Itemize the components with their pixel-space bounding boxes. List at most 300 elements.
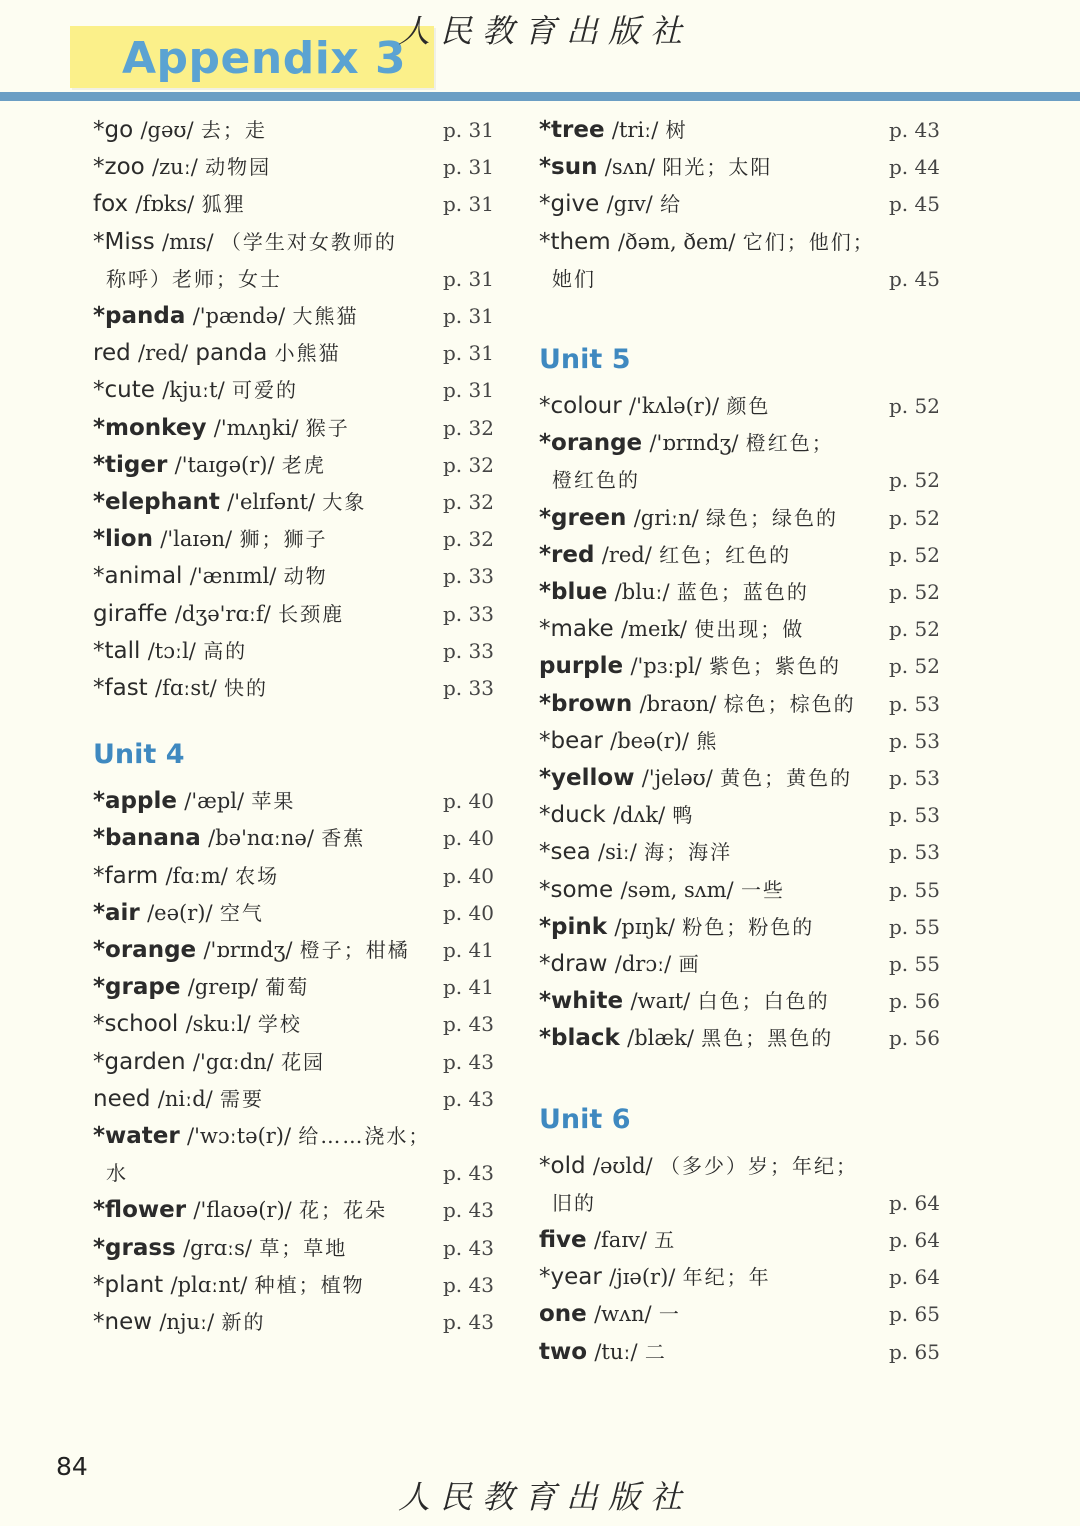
entry-phonetic: /plɑːnt/: [170, 1272, 248, 1297]
vocab-entry: [93, 1118, 513, 1155]
entry-meaning: 草；草地: [259, 1235, 348, 1260]
entry-page-ref: p. 33: [443, 564, 494, 589]
entry-word: *colour: [539, 393, 622, 420]
vocab-entry: [539, 946, 959, 983]
entry-page-ref: p. 43: [443, 1198, 494, 1223]
entry-page-ref: p. 31: [443, 341, 494, 366]
entry-phonetic: /niːd/: [157, 1086, 213, 1111]
entry-meaning: 鸭: [672, 803, 695, 828]
entry-word: *some: [539, 876, 614, 903]
entry-word: *bear: [539, 727, 603, 754]
entry-meaning: 蓝色；蓝色的: [676, 580, 809, 605]
entry-meaning: 使出现；做: [694, 617, 805, 642]
entry-phonetic: /blæk/: [627, 1026, 694, 1051]
entry-meaning: 猴子: [305, 415, 350, 440]
vocab-entry: [539, 388, 959, 425]
entry-word: *Miss: [93, 228, 155, 255]
entry-word: *water: [93, 1123, 180, 1150]
entry-page-ref: p. 43: [443, 1161, 494, 1186]
vocab-entry: [93, 484, 513, 521]
entry-meaning: 花园: [281, 1049, 326, 1074]
entry-page-ref: p. 41: [443, 938, 494, 963]
entry-word: *monkey: [93, 414, 207, 441]
vocab-entry: [93, 633, 513, 670]
vocab-entry: [93, 820, 513, 857]
entry-word: *black: [539, 1025, 620, 1052]
entry-phonetic: /'elɪfənt/: [227, 490, 316, 515]
entry-phonetic: /waɪt/: [630, 989, 691, 1014]
entry-word: two: [539, 1338, 588, 1365]
entry-phonetic: /greɪp/: [187, 975, 258, 1000]
entry-phonetic: /zuː/: [152, 155, 198, 180]
entry-meaning: 老虎: [281, 452, 326, 477]
vocab-entry: [539, 983, 959, 1020]
entry-phonetic: /drɔː/: [614, 952, 672, 977]
entry-meaning: 粉色；粉色的: [682, 914, 815, 939]
vocab-entry: [539, 760, 959, 797]
entry-word: *green: [539, 504, 627, 531]
entry-phonetic: /'ænɪml/: [189, 564, 277, 589]
entry-meaning: 花；花朵: [299, 1198, 388, 1223]
vocab-entry: [93, 670, 513, 707]
entry-word: *tiger: [93, 451, 168, 478]
vocab-entry: [539, 1334, 959, 1371]
entry-meaning: 一: [658, 1302, 681, 1327]
entry-phonetic: /jɪə(r)/: [609, 1265, 676, 1290]
entry-phonetic: /red/: [138, 341, 189, 366]
vocab-entry: [93, 895, 513, 932]
entry-meaning: 海；海洋: [644, 840, 733, 865]
vocab-entry: [93, 558, 513, 595]
entry-meaning: 去；走: [200, 118, 267, 142]
entry-phonetic: /bluː/: [614, 580, 670, 605]
entry-phonetic: /bə'nɑːnə/: [208, 826, 314, 851]
entry-page-ref: p. 32: [443, 490, 494, 515]
entry-meaning: 葡萄: [265, 975, 310, 1000]
entry-page-ref: p. 43: [443, 1049, 494, 1074]
entry-word: *flower: [93, 1197, 187, 1224]
entry-meaning: 棕色；棕色的: [723, 691, 856, 716]
entry-word: *orange: [93, 937, 197, 964]
entry-word: need: [93, 1085, 151, 1112]
entry-phonetic: /'gɑːdn/: [192, 1049, 274, 1074]
vocab-entry: [539, 149, 959, 186]
entry-phonetic: /njuː/: [159, 1310, 215, 1335]
entry-word: *grape: [93, 974, 181, 1001]
entry-word: *give: [539, 191, 600, 218]
vocab-entry: [93, 1044, 513, 1081]
entry-page-ref: p. 52: [889, 617, 940, 642]
entry-page-ref: p. 52: [889, 580, 940, 605]
vocab-entry: [539, 112, 959, 149]
entry-phonetic: /dʌk/: [612, 803, 666, 828]
entry-word: *animal: [93, 563, 183, 590]
vocab-entry: [539, 648, 959, 685]
entry-page-ref: p. 64: [889, 1228, 940, 1253]
entry-meaning: 五: [654, 1228, 677, 1253]
entry-meaning: 给……浇水；: [298, 1124, 431, 1149]
vocab-entry: [539, 872, 959, 909]
entry-meaning: 快的: [224, 676, 268, 701]
entry-word: *tree: [539, 117, 605, 143]
right-column: [539, 112, 959, 1371]
vocab-entry: [539, 1296, 959, 1333]
vocab-entry: [539, 500, 959, 537]
entry-extra-word: panda: [195, 340, 268, 367]
vocab-entry: [93, 149, 513, 186]
vocab-entry: [539, 574, 959, 611]
entry-word: *lion: [93, 526, 153, 553]
unit5-heading: Unit 5: [539, 344, 631, 376]
entry-word: *banana: [93, 825, 201, 852]
entry-meaning: 绿色；绿色的: [706, 505, 838, 530]
entry-word: *brown: [539, 690, 633, 717]
entry-meaning: 动物: [283, 564, 328, 589]
entry-meaning: （多少）岁；年纪；: [659, 1153, 858, 1178]
entry-word: *tall: [93, 637, 141, 664]
entry-page-ref: p. 45: [889, 192, 940, 217]
entry-page-ref: p. 41: [443, 975, 494, 1000]
entry-phonetic: /fɒks/: [135, 192, 195, 217]
entry-page-ref: p. 43: [443, 1012, 494, 1037]
publisher-logo-top: 人民教育出版社: [398, 12, 693, 50]
entry-meaning: 学校: [257, 1012, 302, 1037]
entry-phonetic: /'taɪgə(r)/: [174, 452, 275, 477]
vocab-entry: [93, 335, 513, 372]
entry-word: *school: [93, 1011, 179, 1038]
entry-phonetic: /'æpl/: [184, 789, 245, 814]
entry-page-ref: p. 40: [443, 826, 494, 851]
entry-meaning: 紫色；紫色的: [709, 654, 842, 679]
entry-meaning: 熊: [696, 728, 719, 753]
entry-word: fox: [93, 191, 129, 218]
entry-phonetic: /skuːl/: [185, 1012, 251, 1037]
entry-meaning: 农场: [235, 863, 280, 888]
entry-page-ref: p. 53: [889, 728, 940, 753]
entry-phonetic: /əʊld/: [592, 1153, 653, 1178]
entry-meaning: 高的: [203, 638, 248, 663]
entry-meaning: 大象: [322, 490, 367, 515]
vocab-entry: [93, 112, 513, 149]
entry-page-ref: p. 64: [889, 1190, 940, 1215]
unit4-entries: [93, 783, 513, 1341]
entry-page-ref: p. 31: [443, 155, 494, 180]
vocab-entry: [539, 1222, 959, 1259]
entry-word: *new: [93, 1309, 153, 1336]
vocab-entry: [539, 686, 959, 723]
entry-word: red: [93, 340, 131, 367]
entry-meaning: 旧的: [552, 1190, 596, 1215]
entry-word: *apple: [93, 788, 177, 815]
unit4-heading: Unit 4: [93, 739, 185, 771]
vocab-entry: [93, 783, 513, 820]
entry-page-ref: p. 32: [443, 452, 494, 477]
entry-phonetic: /beə(r)/: [610, 728, 689, 753]
entry-meaning: 可爱的: [231, 378, 298, 403]
entry-page-ref: p. 40: [443, 900, 494, 925]
entry-page-ref: p. 53: [889, 691, 940, 716]
entry-meaning: 黑色；黑色的: [701, 1026, 834, 1051]
entry-page-ref: p. 33: [443, 601, 494, 626]
vocab-entry: [539, 224, 959, 261]
entry-word: *go: [93, 117, 134, 143]
entry-page-ref: p. 53: [889, 766, 940, 791]
entry-phonetic: /gəʊ/: [140, 118, 194, 142]
entry-meaning: 空气: [219, 900, 264, 925]
entry-meaning: 给: [660, 192, 683, 217]
entry-word: giraffe: [93, 600, 168, 627]
vocab-entry: [93, 447, 513, 484]
entry-word: *year: [539, 1264, 602, 1291]
vocab-entry: [539, 834, 959, 871]
entry-phonetic: /pɪŋk/: [614, 914, 675, 939]
entry-meaning: 狮；狮子: [239, 527, 328, 552]
entry-phonetic: /tɔːl/: [147, 638, 196, 663]
vocab-entry: [93, 1081, 513, 1118]
entry-continuation: [539, 462, 959, 499]
entry-page-ref: p. 65: [889, 1302, 940, 1327]
entry-phonetic: /dʒə'rɑːf/: [174, 601, 271, 626]
entry-meaning: （学生对女教师的: [220, 229, 397, 254]
entry-meaning: 二: [644, 1339, 667, 1364]
entry-phonetic: /'flaʊə(r)/: [193, 1198, 292, 1223]
entry-phonetic: /faɪv/: [593, 1228, 647, 1253]
entry-page-ref: p. 31: [443, 378, 494, 403]
entry-meaning: 橙红色的: [552, 468, 640, 493]
entry-page-ref: p. 31: [443, 304, 494, 329]
vocab-entry: [93, 298, 513, 335]
entry-phonetic: /grɑːs/: [183, 1235, 252, 1260]
vocab-entry: [539, 1148, 959, 1185]
entry-word: *sun: [539, 154, 598, 181]
page-title: Appendix 3: [122, 33, 407, 84]
entry-phonetic: /'pændə/: [192, 304, 286, 329]
vocab-entry: [93, 1006, 513, 1043]
entry-page-ref: p. 52: [889, 394, 940, 419]
header-rule: [0, 92, 1080, 101]
entry-page-ref: p. 43: [443, 1310, 494, 1335]
entry-word: *orange: [539, 430, 643, 457]
entry-phonetic: /braʊn/: [639, 691, 717, 716]
entry-phonetic: /sʌn/: [604, 155, 656, 180]
vocab-entry: [93, 224, 513, 261]
entry-meaning: 年纪；年: [682, 1265, 771, 1290]
vocab-entry: [93, 932, 513, 969]
entry-phonetic: /red/: [601, 542, 652, 567]
entry-meaning: 一些: [740, 877, 785, 902]
entry-word: *white: [539, 988, 624, 1015]
entry-meaning: 苹果: [251, 789, 296, 814]
entry-page-ref: p. 31: [443, 266, 494, 291]
vocab-entry: [93, 969, 513, 1006]
entry-page-ref: p. 43: [443, 1235, 494, 1260]
entry-phonetic: /siː/: [598, 840, 637, 865]
entry-phonetic: /eə(r)/: [147, 900, 213, 925]
entry-word: *red: [539, 541, 595, 568]
entry-phonetic: /'pɜːpl/: [630, 654, 702, 679]
entry-word: *farm: [93, 862, 159, 889]
vocab-entry: [539, 723, 959, 760]
unit5-entries: [539, 388, 959, 1058]
entry-word: *pink: [539, 913, 608, 940]
entry-page-ref: p. 32: [443, 415, 494, 440]
vocab-entry: [539, 1259, 959, 1296]
entry-meaning: 橙子；柑橘: [299, 938, 410, 963]
vocab-entry: [93, 1267, 513, 1304]
entry-page-ref: p. 32: [443, 527, 494, 552]
entry-word: *elephant: [93, 489, 220, 516]
entry-phonetic: /ðəm, ðem/: [617, 229, 736, 254]
entry-word: *air: [93, 899, 140, 926]
vocab-entry: [539, 797, 959, 834]
unit6-heading: Unit 6: [539, 1103, 631, 1135]
vocab-entry: [93, 186, 513, 223]
entry-page-ref: p. 64: [889, 1265, 940, 1290]
unit6-entries: [539, 1148, 959, 1371]
entry-phonetic: /fɑːst/: [155, 676, 217, 701]
entry-page-ref: p. 53: [889, 840, 940, 865]
entry-page-ref: p. 52: [889, 468, 940, 493]
entry-meaning: 画: [678, 952, 701, 977]
unit3-entries: [93, 112, 513, 707]
entry-phonetic: /'mʌŋki/: [213, 415, 299, 440]
vocab-entry: [539, 909, 959, 946]
entry-meaning: 树: [665, 118, 688, 142]
entry-page-ref: p. 31: [443, 192, 494, 217]
vocab-entry: [93, 1230, 513, 1267]
entry-phonetic: /'ɒrɪndʒ/: [649, 431, 739, 456]
entry-page-ref: p. 56: [889, 1026, 940, 1051]
entry-word: *duck: [539, 802, 606, 829]
entry-page-ref: p. 33: [443, 676, 494, 701]
entry-word: *sea: [539, 839, 591, 866]
entry-word: *cute: [93, 377, 155, 404]
vocab-entry: [539, 537, 959, 574]
vocab-entry: [539, 186, 959, 223]
entry-meaning: 种植；植物: [254, 1272, 365, 1297]
entry-page-ref: p. 43: [443, 1272, 494, 1297]
entry-word: *plant: [93, 1271, 164, 1298]
entry-phonetic: /griːn/: [633, 505, 699, 530]
entry-meaning: 长颈鹿: [278, 601, 345, 626]
entry-phonetic: /'ɒrɪndʒ/: [203, 938, 293, 963]
publisher-logo-bottom: 人民教育出版社: [398, 1478, 693, 1516]
entry-meaning: 颜色: [726, 394, 771, 419]
entry-page-ref: p. 55: [889, 877, 940, 902]
entry-page-ref: p. 43: [443, 1086, 494, 1111]
vocab-entry: [93, 410, 513, 447]
entry-phonetic: /'laɪən/: [160, 527, 233, 552]
entry-page-ref: p. 45: [889, 266, 940, 291]
entry-meaning: 需要: [220, 1086, 265, 1111]
vocab-entry: [93, 372, 513, 409]
entry-phonetic: /gɪv/: [606, 192, 653, 217]
entry-continuation: [539, 1185, 959, 1222]
entry-phonetic: /tuː/: [594, 1339, 638, 1364]
entry-meaning: 动物园: [205, 155, 272, 180]
entry-phonetic: /'jeləʊ/: [641, 766, 713, 791]
entry-meaning: 称呼）老师；女士: [106, 266, 282, 291]
entry-meaning: 白色；白色的: [697, 989, 830, 1014]
entry-page-ref: p. 44: [889, 155, 940, 180]
entry-meaning: 香蕉: [321, 826, 366, 851]
entry-word: *fast: [93, 675, 148, 702]
entry-continuation: [93, 1155, 513, 1192]
entry-phonetic: /triː/: [611, 118, 659, 142]
entry-phonetic: /meɪk/: [620, 617, 687, 642]
entry-phonetic: /fɑːm/: [165, 863, 228, 888]
entry-word: purple: [539, 653, 624, 680]
entry-word: *blue: [539, 579, 608, 606]
entry-phonetic: /'wɔːtə(r)/: [187, 1124, 292, 1149]
entry-meaning: 她们: [552, 266, 596, 291]
entry-page-ref: p. 33: [443, 638, 494, 663]
entry-word: five: [539, 1227, 587, 1254]
vocab-entry: [539, 1020, 959, 1057]
entry-meaning: 橙红色；: [745, 431, 834, 456]
entry-word: *them: [539, 228, 611, 255]
entry-page-ref: p. 52: [889, 542, 940, 567]
entry-page-ref: p. 43: [889, 118, 940, 142]
entry-meaning: 水: [106, 1161, 128, 1186]
entry-meaning: 新的: [221, 1310, 266, 1335]
entry-phonetic: /wʌn/: [594, 1302, 652, 1327]
vocab-entry: [93, 858, 513, 895]
entry-phonetic: /'kʌlə(r)/: [629, 394, 720, 419]
entry-meaning: 狐狸: [201, 192, 246, 217]
vocab-entry: [93, 1304, 513, 1341]
entry-word: *make: [539, 616, 614, 643]
vocab-entry: [93, 596, 513, 633]
unit4-continued-entries: [539, 112, 959, 298]
entry-page-ref: p. 56: [889, 989, 940, 1014]
entry-meaning: 小熊猫: [274, 341, 341, 366]
entry-page-ref: p. 40: [443, 863, 494, 888]
entry-continuation: [539, 261, 959, 298]
vocab-entry: [539, 425, 959, 462]
entry-word: *draw: [539, 951, 608, 978]
entry-meaning: 黄色；黄色的: [720, 766, 853, 791]
entry-word: *garden: [93, 1048, 186, 1075]
entry-phonetic: /mɪs/: [162, 229, 214, 254]
entry-meaning: 阳光；太阳: [662, 155, 773, 180]
entry-phonetic: /kjuːt/: [162, 378, 225, 403]
entry-page-ref: p. 55: [889, 914, 940, 939]
entry-word: *panda: [93, 303, 186, 330]
vocab-entry: [93, 1192, 513, 1229]
entry-word: one: [539, 1301, 587, 1328]
entry-meaning: 大熊猫: [292, 304, 359, 329]
entry-word: *old: [539, 1152, 586, 1179]
entry-page-ref: p. 65: [889, 1339, 940, 1364]
entry-page-ref: p. 53: [889, 803, 940, 828]
entry-page-ref: p. 31: [443, 118, 494, 142]
page-number: 84: [56, 1452, 88, 1481]
entry-page-ref: p. 55: [889, 952, 940, 977]
vocab-entry: [93, 521, 513, 558]
entry-page-ref: p. 40: [443, 789, 494, 814]
entry-continuation: [93, 261, 513, 298]
entry-word: *zoo: [93, 154, 145, 181]
entry-word: *yellow: [539, 765, 635, 792]
entry-page-ref: p. 52: [889, 654, 940, 679]
entry-word: *grass: [93, 1234, 176, 1261]
entry-phonetic: /səm, sʌm/: [620, 877, 734, 902]
entry-meaning: 红色；红色的: [659, 542, 792, 567]
left-column: [93, 112, 513, 1341]
entry-page-ref: p. 52: [889, 505, 940, 530]
vocab-entry: [539, 611, 959, 648]
